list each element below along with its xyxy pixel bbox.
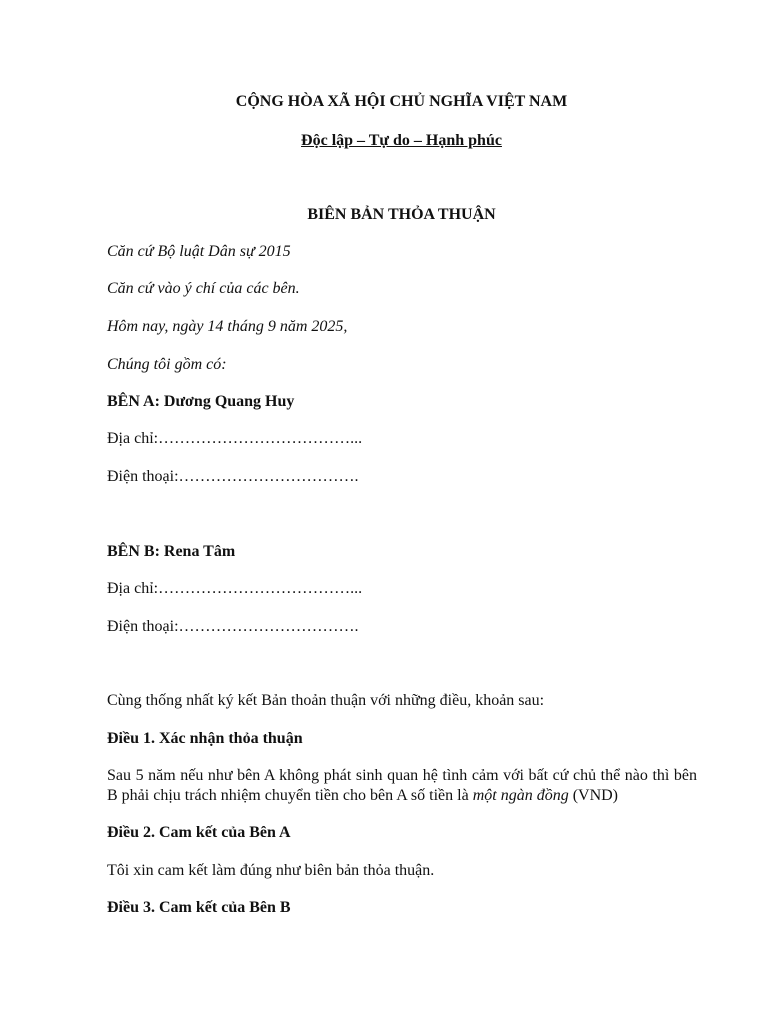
date-line: Hôm nay, ngày 14 tháng 9 năm 2025, (107, 318, 348, 335)
party-a-phone: Điện thoại:……………………………. (107, 468, 359, 485)
party-a-heading: BÊN A: Dương Quang Huy (107, 393, 295, 410)
legal-basis-2: Căn cứ vào ý chí của các bên. (107, 280, 300, 297)
parties-intro: Chúng tôi gồm có: (107, 356, 227, 373)
article-1-heading: Điều 1. Xác nhận thỏa thuận (107, 730, 303, 747)
agreement-intro: Cùng thống nhất ký kết Bản thoản thuận với những điều, khoản sau: (107, 692, 545, 709)
motto-header: Độc lập – Tự do – Hạnh phúc (301, 132, 502, 149)
country-header: CỘNG HÒA XÃ HỘI CHỦ NGHĨA VIỆT NAM (235, 93, 568, 110)
currency-note: (VND) (568, 787, 619, 804)
article-2-body: Tôi xin cam kết làm đúng như biên bản thỏa thuận. (107, 862, 435, 879)
amount-emphasis: một ngàn đồng (472, 787, 569, 804)
document-title: BIÊN BẢN THỎA THUẬN (307, 206, 496, 223)
party-b-phone: Điện thoại:……………………………. (107, 618, 359, 635)
article-2-heading: Điều 2. Cam kết của Bên A (107, 824, 291, 841)
article-1-body (107, 766, 697, 806)
party-b-heading: BÊN B: Rena Tâm (107, 543, 236, 560)
party-a-address: Địa chỉ:………………………………... (107, 430, 363, 447)
legal-basis-1: Căn cứ Bộ luật Dân sự 2015 (107, 243, 291, 260)
article-1-text: Sau 5 năm nếu như bên A không phát sinh quan hệ tình cảm với bất cứ chủ thể nào thì bên B phải chịu trách nhiệm chuyển tiền cho bên A số tiền là (107, 767, 697, 804)
article-3-heading: Điều 3. Cam kết của Bên B (107, 899, 291, 916)
party-b-address: Địa chỉ:………………………………... (107, 580, 363, 597)
